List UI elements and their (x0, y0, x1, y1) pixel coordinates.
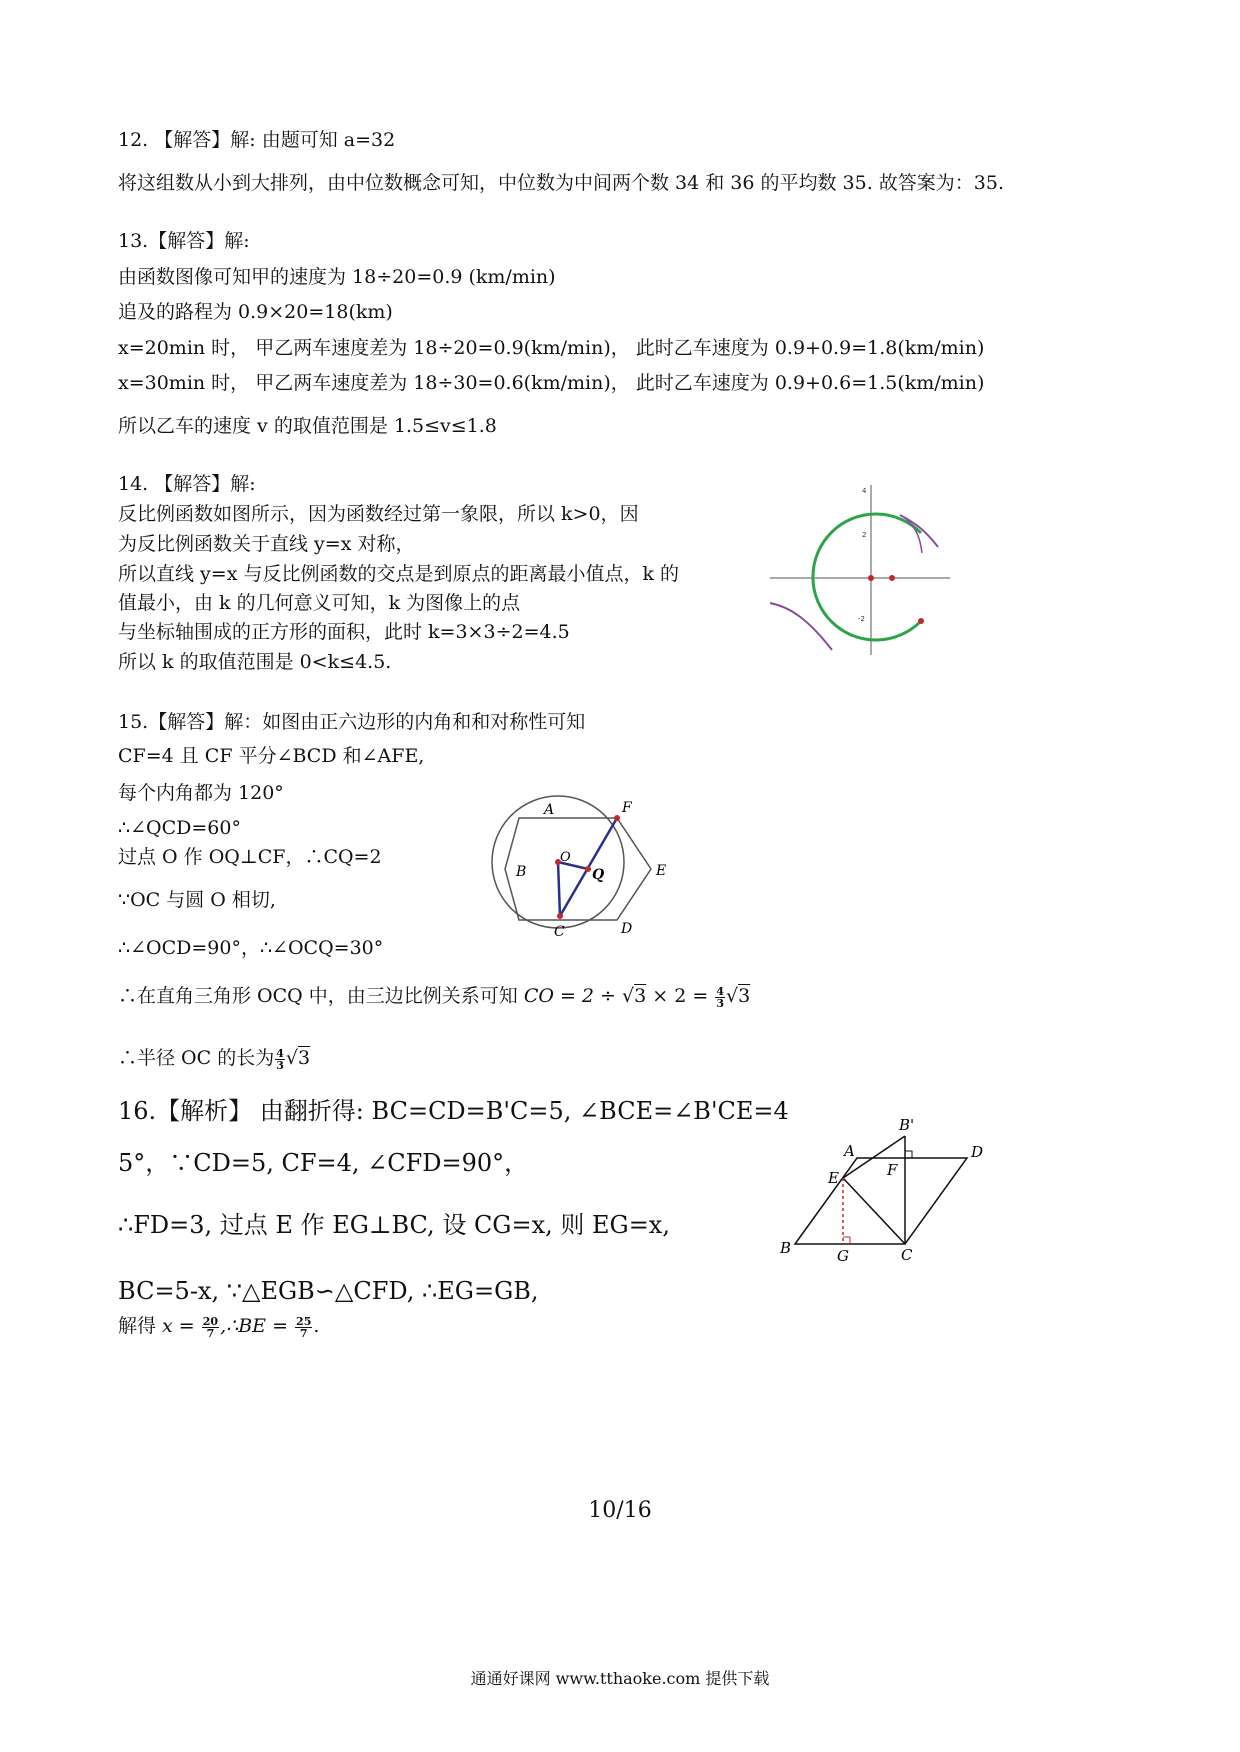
q16-line5-text: 解得 (118, 1315, 163, 1337)
parallelogram (795, 1158, 967, 1244)
segment-ec (843, 1178, 905, 1244)
right-angle-f (905, 1151, 912, 1158)
q15-line6: ∴∠OCD=90°，∴∠OCQ=30° (118, 937, 384, 959)
label-f: F (622, 800, 632, 816)
point-c (557, 913, 563, 919)
q12-line1: 12. 【解答】解: 由题可知 a=32 (118, 129, 396, 151)
point-q (585, 866, 591, 872)
tick-label: 2 (862, 531, 867, 539)
tick-label: -2 (858, 615, 865, 623)
fraction-numerator: 4 (716, 984, 724, 998)
q15-eq: CO = 2 ÷ (523, 985, 623, 1007)
hexagon (505, 818, 651, 920)
q16-line4: BC=5-x, ∵△EGB∽△CFD, ∴EG=GB, (118, 1277, 539, 1305)
q14-line3: 所以直线 y=x 与反比例函数的交点是到原点的距离最小值点，k 的 (118, 563, 680, 585)
fraction-numerator: 25 (296, 1314, 312, 1328)
label-d: D (971, 1143, 984, 1161)
q15-line1: CF=4 且 CF 平分∠BCD 和∠AFE, (118, 745, 425, 767)
q15-line7 (118, 984, 750, 1009)
q14-line4: 值最小，由 k 的几何意义可知，k 为图像上的点 (118, 592, 521, 614)
q15-line3: ∴∠QCD=60° (118, 817, 241, 839)
q16-line5 (118, 1314, 319, 1339)
label-a: A (544, 802, 555, 818)
q14-line6: 所以 k 的取值范围是 0<k≤4.5. (118, 651, 392, 673)
label-b: B (516, 864, 527, 880)
q16-figure (775, 1108, 1000, 1263)
right-angle-g (843, 1237, 850, 1244)
q12-line2: 将这组数从小到大排列，由中位数概念可知，中位数为中间两个数 34 和 36 的平均数 35. 故答案为：35. (118, 172, 1005, 194)
point (918, 618, 924, 624)
sqrt-symbol: √ (725, 985, 739, 1007)
label-e: E (656, 863, 667, 879)
label-b-prime: B' (899, 1116, 915, 1134)
fraction-numerator: 4 (276, 1046, 284, 1060)
q15-line8 (118, 1046, 310, 1071)
fraction-denominator: 7 (206, 1326, 215, 1340)
label-c: C (901, 1246, 913, 1263)
fraction (202, 1316, 219, 1339)
footer-credit: 通通好课网 www.tthaoke.com 提供下载 (470, 1669, 770, 1688)
fraction-denominator: 3 (716, 996, 724, 1010)
point (889, 575, 895, 581)
label-e: E (828, 1169, 839, 1187)
q14-line1: 反比例函数如图所示，因为函数经过第一象限，所以 k>0，因 (118, 503, 639, 525)
fraction (295, 1316, 312, 1339)
fraction-denominator: 7 (299, 1326, 308, 1340)
q16-eq: x = (162, 1315, 201, 1337)
label-d: D (621, 921, 633, 937)
q15-figure (486, 778, 686, 948)
label-b: B (780, 1239, 792, 1257)
sqrt-radicand: 3 (634, 985, 647, 1007)
fraction-denominator: 3 (276, 1058, 284, 1072)
q13-line1: 由函数图像可知甲的速度为 18÷20=0.9 (km/min) (118, 266, 556, 288)
q13-line5: 所以乙车的速度 v 的取值范围是 1.5≤v≤1.8 (118, 415, 497, 437)
q13-head: 13.【解答】解: (118, 230, 250, 252)
label-g: G (837, 1247, 849, 1263)
q15-line8-text: ∴半径 OC 的长为 (118, 1047, 275, 1069)
q13-line3: x=20min 时， 甲乙两车速度差为 18÷20=0.9(km/min)， 此时乙车速度为 0.9+0.9=1.8(km/min) (118, 337, 985, 359)
q15-line5: ∵OC 与圆 O 相切, (118, 889, 276, 911)
page-number: 10/16 (588, 1498, 652, 1523)
origin-point (868, 575, 874, 581)
sqrt-radicand: 3 (738, 985, 751, 1007)
q15-line4: 过点 O 作 OQ⊥CF，∴CQ=2 (118, 846, 382, 868)
q16-eq3: . (313, 1315, 320, 1337)
q14-line2: 为反比例函数关于直线 y=x 对称， (118, 533, 415, 555)
fraction (715, 986, 725, 1009)
q16-line3: ∴FD=3, 过点 E 作 EG⊥BC, 设 CG=x, 则 EG=x, (118, 1211, 670, 1239)
tick-label: 4 (862, 487, 867, 495)
label-f: F (887, 1161, 898, 1179)
q16-line1: 16.【解析】 由翻折得: BC=CD=B'C=5, ∠BCE=∠B'CE=4 (118, 1097, 789, 1125)
label-a: A (844, 1142, 855, 1160)
q14-graph (770, 485, 950, 655)
q14-head: 14. 【解答】解: (118, 473, 256, 495)
q15-head: 15.【解答】解：如图由正六边形的内角和和对称性可知 (118, 711, 586, 733)
sqrt-symbol: √ (285, 1047, 298, 1069)
label-o: O (560, 850, 571, 865)
segment-co (558, 862, 560, 916)
q15-eq2: × 2 = (646, 985, 715, 1007)
label-c: C (554, 924, 565, 940)
fraction-numerator: 20 (202, 1314, 219, 1328)
q13-line2: 追及的路程为 0.9×20=18(km) (118, 301, 393, 323)
circle-arc (813, 514, 921, 640)
label-q: Q (592, 867, 605, 883)
point-f (614, 815, 620, 821)
sqrt-symbol: √ (622, 985, 635, 1007)
q15-line2: 每个内角都为 120° (118, 782, 284, 804)
q16-line2: 5°，∵CD=5, CF=4, ∠CFD=90°， (118, 1149, 529, 1177)
q15-line7-text: ∴在直角三角形 OCQ 中，由三边比例关系可知 (118, 985, 524, 1007)
q16-eq2: ,∴BE = (220, 1315, 295, 1337)
q13-line4: x=30min 时， 甲乙两车速度差为 18÷30=0.6(km/min)， 此时乙车速度为 0.9+0.6=1.5(km/min) (118, 372, 985, 394)
sqrt-radicand: 3 (297, 1047, 311, 1069)
fraction (275, 1048, 285, 1071)
q14-line5: 与坐标轴围成的正方形的面积，此时 k=3×3÷2=4.5 (118, 621, 570, 643)
